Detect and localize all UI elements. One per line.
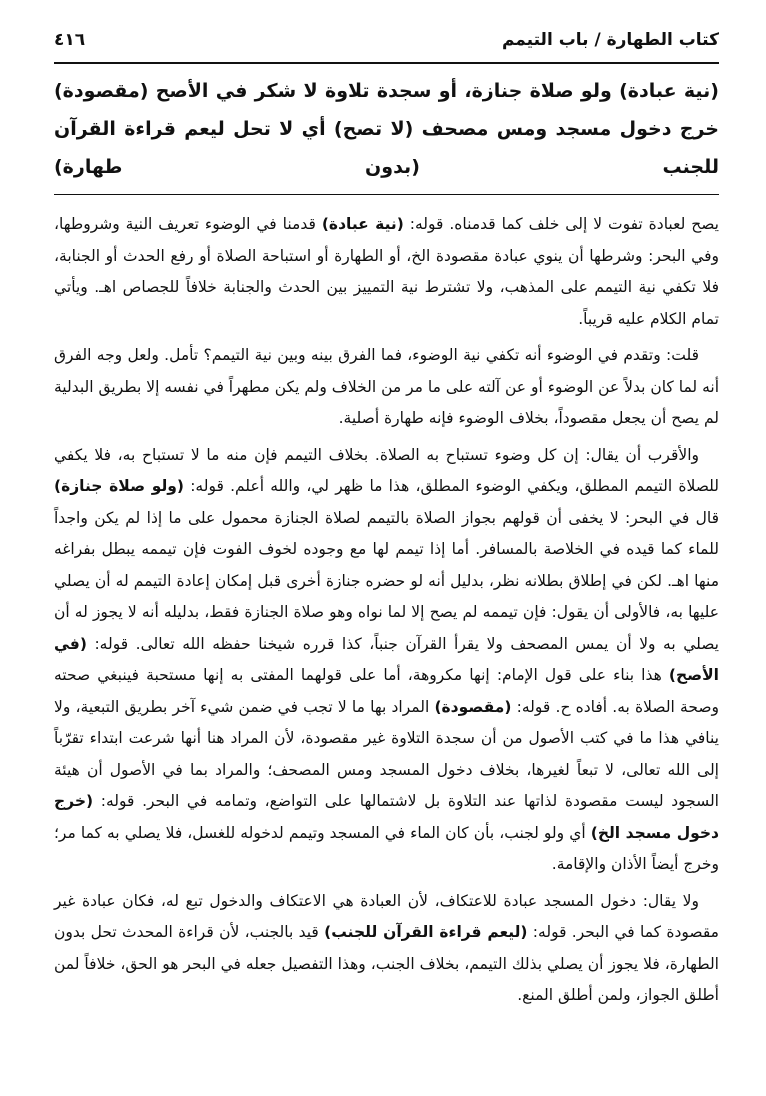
commentary-paragraph [54,209,719,335]
commentary-text: يصح لعبادة تفوت لا إلى خلف كما قدمناه. قوله: [403,215,720,233]
commentary-text: هذا بناء على قول الإمام: إنها مكروهة، أما على قولهما المفتى به إنها مستحبة فينبغي صحته وصحة الصلاة به. أفاده ح. قوله: [54,666,720,716]
matn-text: أي لا تحل ليعم قراءة القرآن للجنب [54,118,719,178]
quoted-lemma: (نية عبادة) [321,215,404,233]
commentary-text: ولا يقال: دخول المسجد عبادة للاعتكاف، لأن العبادة هي الاعتكاف والدخول تبع له، فكان عبادة غير مقصودة كما في البحر. قوله: [54,891,719,941]
matn-keyword: (نية عبادة) [619,80,719,102]
matn-keyword: (مقصودة) [54,80,149,102]
quoted-lemma: (في الأصح) [54,634,719,684]
commentary-paragraph [54,340,719,435]
book-page [54,30,719,1080]
commentary-paragraph [54,440,719,881]
commentary-text: قال في البحر: لا يخفى أن قولهم بجواز الصلاة بالتيمم لصلاة الجنازة محمول على ما إذا لم يكن واجداً للماء كما قيده في الخلاصة بالمسافر. أما إذا تيمم لها مع وجوده لخوف الفوت فإن تيممه يبطل بفراغه منها اهـ. لكن في إطلاق بطلانه نظر، بدليل أنه لو حضره جنازة أخرى قبل إمكان إعادة التيمم له أن يصلي عليها به، فالأولى أن يقول: فإن تيممه لم يصح إلا لما نواه وهو صلاة الجنازة فقط، بدليله أنه لا يجوز له أن يصلي به ولا أن يمس المصحف ولا يقرأ القرآن جنباً، كذا قرره شيخنا حفظه الله تعالى. قوله: [54,508,719,653]
matn-keyword: (بدون طهارة) [54,156,420,178]
quoted-lemma: (خرج دخول مسجد الخ) [54,792,719,842]
commentary-paragraph [54,886,719,1012]
commentary-text: قدمنا في الوضوء تعريف النية وشروطها، وفي البحر: وشرطها أن ينوي عبادة مقصودة الخ، أو الطهارة أو استباحة الصلاة أو رفع الحدث أو الجنابة، فلا تكفي نية التيمم على المذهب، ولا تشترط نية التمييز بين الحدث والجنابة خلافاً للجصاص اهـ. ويأتي تمام الكلام عليه قريباً. [54,215,719,328]
matn-text: ولو صلاة جنازة، أو سجدة تلاوة لا شكر في الأصح [148,80,620,102]
running-title: كتاب الطهارة / باب التيمم [501,30,719,50]
commentary-text: أي ولو لجنب، بأن كان الماء في المسجد وتيمم لدخوله للغسل، فلا يصلي به كما مر؛ وخرج أيضاً الأذان والإقامة. [54,823,719,873]
quoted-lemma: (ليعم قراءة القرآن للجنب) [324,923,528,941]
commentary-text: المراد بها ما لا تجب في ضمن شيء آخر بطريق التبعية، ولا ينافي هذا ما في كتب الأصول من أن سجدة التلاوة غير مقصودة، لأن المراد هنا أنها شرعت ابتداء تقرّباً إلى الله تعالى، لا تبعاً لغيرها، بخلاف دخول المسجد ومس المصحف؛ والمراد بما في الأصول أن هيئة السجود ليست مقصودة لذاتها عند التلاوة بل لاشتمالها على التواضع، وتمامه في البحر. قوله: [54,697,719,810]
matn-keyword: (لا تصح) [333,118,414,140]
page-number: ٤١٦ [54,30,86,50]
quoted-lemma: (مقصودة) [434,697,512,716]
commentary-text: قلت: وتقدم في الوضوء أنه تكفي نية الوضوء، فما الفرق بينه وبين نية التيمم؟ تأمل. ولعل وجه الفرق أنه لما كان بدلاً عن الوضوء أو عن آلته على ما مر من الخلاف ولم يكن مطهراً في نفسه إلا بطريق البدلية لم يصح أن يجعل مقصوداً، بخلاف الوضوء فإنه طهارة أصلية. [54,346,719,427]
quoted-lemma: (ولو صلاة جنازة) [54,477,184,495]
matn-text: خرج دخول مسجد ومس مصحف [413,118,719,140]
commentary-text: والأقرب أن يقال: إن كل وضوء تستباح به الصلاة. بخلاف التيمم فإن منه ما لا تستباح به، فلا يكفي للصلاة التيمم المطلق، ويكفي الوضوء المطلق، هذا ما ظهر لي، والله أعلم. قوله: [54,445,719,495]
commentary [54,209,719,1012]
commentary-text: قيد بالجنب، لأن قراءة المحدث تحل بدون الطهارة، فلا يجوز أن يصلي بذلك التيمم، بخلاف الجنب، وهذا التفصيل جعله في البحر هو الحق، خلافاً لمن أطلق الجواز، ولمن أطلق المنع. [54,923,719,1004]
main-text [54,72,719,195]
running-header [54,30,719,64]
